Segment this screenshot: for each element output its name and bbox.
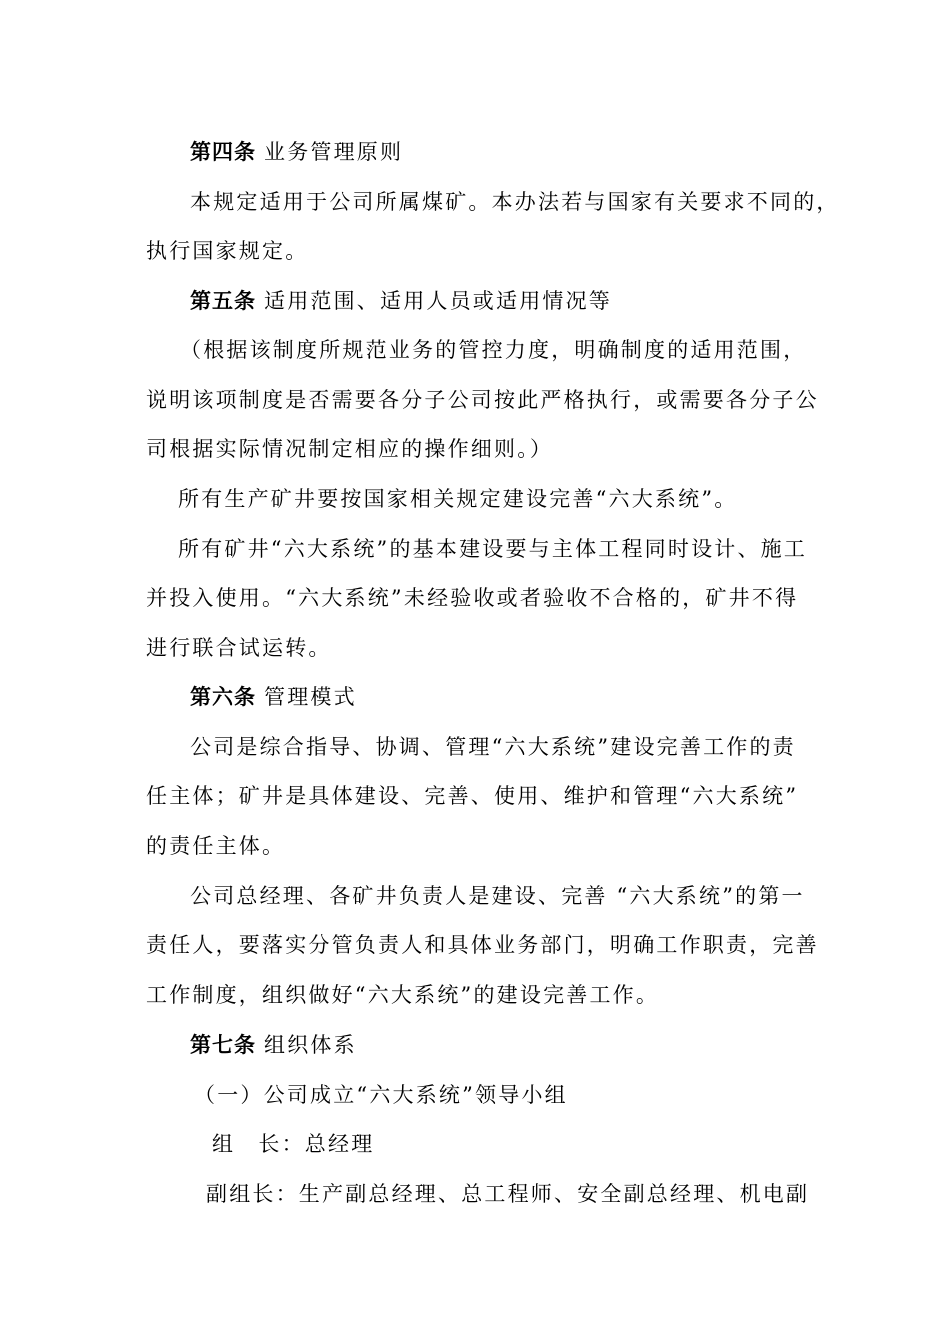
article-6-line-4: 公司总经理、各矿井负责人是建设、完善 “六大系统”的第一 <box>190 884 805 908</box>
article-6-heading <box>190 682 357 712</box>
article-6-line-6: 工作制度，组织做好“六大系统”的建设完善工作。 <box>146 983 660 1007</box>
article-6-label: 第六条 <box>190 684 256 709</box>
article-4-heading <box>190 137 403 167</box>
article-6-line-2: 任主体；矿井是具体建设、完善、使用、维护和管理“六大系统” <box>146 784 799 808</box>
article-5-line-3: 并投入使用。“六大系统”未经验收或者验收不合格的，矿井不得 <box>146 586 799 610</box>
article-6-title: 管理模式 <box>264 685 357 709</box>
article-4-line-2: 执行国家规定。 <box>146 239 309 263</box>
article-6-line-1: 公司是综合指导、协调、管理“六大系统”建设完善工作的责 <box>190 735 796 759</box>
article-5-heading <box>190 286 612 316</box>
article-5-note-line-2: 说明该项制度是否需要各分子公司按此严格执行，或需要各分子公 <box>146 388 819 412</box>
article-6-line-5: 责任人，要落实分管负责人和具体业务部门，明确工作职责，完善 <box>146 933 819 957</box>
article-7-line-2: 组 长：总经理 <box>212 1132 375 1156</box>
article-7-label: 第七条 <box>190 1032 256 1057</box>
article-6-line-3: 的责任主体。 <box>146 834 286 858</box>
article-5-line-1: 所有生产矿井要按国家相关规定建设完善“六大系统”。 <box>178 487 738 511</box>
article-5-note-line-1: （根据该制度所规范业务的管控力度，明确制度的适用范围， <box>180 338 807 362</box>
article-7-heading <box>190 1030 357 1060</box>
article-7-line-3: 副组长：生产副总经理、总工程师、安全副总经理、机电副 <box>206 1182 810 1206</box>
article-4-label: 第四条 <box>190 139 256 164</box>
article-5-title: 适用范围、适用人员或适用情况等 <box>264 289 612 313</box>
article-4-line-1: 本规定适用于公司所属煤矿。本办法若与国家有关要求不同的， <box>190 190 840 214</box>
article-4-title: 业务管理原则 <box>264 140 404 164</box>
article-5-label: 第五条 <box>190 288 256 313</box>
article-5-line-4: 进行联合试运转。 <box>146 636 332 660</box>
article-5-line-2: 所有矿井“六大系统”的基本建设要与主体工程同时设计、施工 <box>178 537 808 561</box>
article-5-note-line-3: 司根据实际情况制定相应的操作细则。） <box>146 437 554 461</box>
article-7-line-1: （一）公司成立“六大系统”领导小组 <box>194 1083 568 1107</box>
article-7-title: 组织体系 <box>264 1033 357 1057</box>
